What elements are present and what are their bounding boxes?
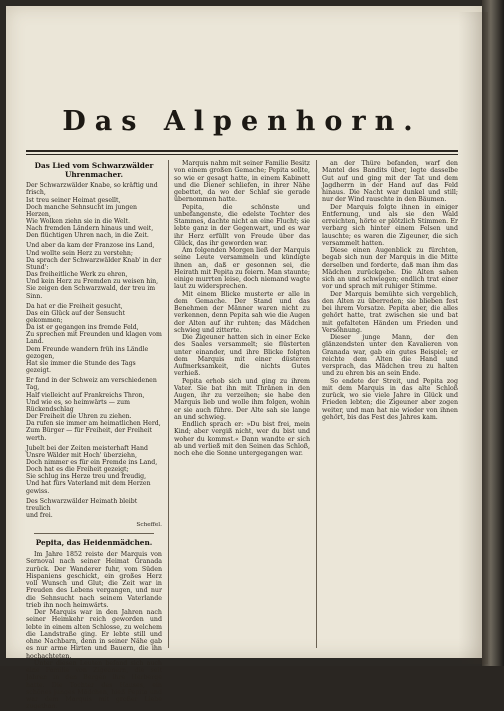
poem-line: Doch hat es die Freiheit gezeigt; bbox=[26, 466, 129, 474]
section-separator bbox=[34, 533, 154, 534]
paragraph: Mit einem Blicke musterte er alle in dem Gemache. Der Stand und das Benehmen der Männer waren nicht zu verkennen, denn Pepita sah wie die Augen der Alten auf ihr ruhten; das Mädchen schwieg und zitterte. bbox=[174, 290, 310, 334]
masthead-rule-thin bbox=[26, 154, 458, 155]
poem bbox=[26, 182, 162, 519]
poem-stanza bbox=[26, 445, 162, 495]
poem-line: Er fand in der Schweiz am verschiedenen Tag, bbox=[26, 377, 157, 392]
poem-line: Der Freiheit die Uhren zu ziehen. bbox=[26, 413, 132, 421]
paragraph: Pepita erhob sich und ging zu ihrem Vater. Sie bat ihn mit Thränen in den Augen, ihr zu verzeihen; sie habe den Marquis lieb und wolle ihm folgen, wohin er sie auch führe. Der Alte sah sie lange an und schwieg. bbox=[174, 377, 310, 421]
poem-line: Hat sie immer die Stunde des Tags gezeigt. bbox=[26, 359, 136, 375]
poem-attribution: Scheffel. bbox=[136, 522, 162, 529]
paragraph: Der Marquis bemühte sich vergeblich, den Alten zu überreden; sie blieben fest bei ihrem Vorsatze. Pepita aber, die alles gehört hatte, trat zwischen sie und bat mit gefalteten Händen um Frieden und Versöhnung. bbox=[322, 290, 458, 334]
poem-stanza bbox=[26, 498, 162, 519]
column-divider bbox=[316, 160, 317, 648]
paragraph: Endlich sprach er: »Du bist frei, mein Kind; aber vergiß nicht, wer du bist und woher du kommst.« Dann wandte er sich ab und verließ mit den Seinen das Schloß, noch ehe die Sonne untergegangen war. bbox=[174, 421, 310, 457]
poem-line: Da hat er die Freiheit gesucht, bbox=[26, 302, 123, 310]
column-3-text bbox=[322, 160, 458, 421]
story-text bbox=[26, 551, 162, 711]
newspaper-page bbox=[6, 6, 482, 711]
poem-line: Da rufen sie immer am heimatlichen Herd, bbox=[26, 420, 161, 428]
column-divider bbox=[168, 160, 169, 648]
poem-stanza bbox=[26, 303, 162, 375]
column-3 bbox=[322, 160, 458, 648]
paragraph: an der Thüre befanden, warf den Mantel des Bandits über, legte dasselbe Gut auf und ging mit der Tat und dem Jagdherrn in der Hand auf das Feld hinaus. Die Nacht war dunkel und still; nur der Wind rauschte in den Bäumen. bbox=[322, 160, 458, 204]
masthead-rule bbox=[26, 150, 458, 152]
column-2 bbox=[174, 160, 310, 648]
poem-line: Und wollte sein Herz zu verstehn; bbox=[26, 249, 133, 257]
poem-line: Half vielleicht auf Frankreichs Thron, bbox=[26, 391, 145, 399]
column-1 bbox=[26, 160, 162, 711]
paragraph: Diese einen Augenblick zu fürchten, begab sich nun der Marquis in die Mitte derselben und forderte, daß man ihm das Mädchen zurückgebe. Die Alten sahen sich an und schwiegen; endlich trat einer vor und sprach mit ruhiger Stimme. bbox=[322, 247, 458, 291]
poem-line: Und aber da kam der Franzose ins Land, bbox=[26, 242, 155, 250]
poem-line: Und hat fürs Vaterland mit dem Herzen gewiss. bbox=[26, 480, 151, 495]
paragraph: Marquis nahm mit seiner Familie Besitz von einem großen Gemache; Pepita sollte, so wie er gesagt hatte, in einem Kabinett und die Diener schliefen, in ihrer Nähe gebettet, da wo der Schlaf sie gerade übernommen hatte. bbox=[174, 160, 310, 204]
masthead: Das Alpenhorn. bbox=[62, 106, 422, 137]
paragraph: Unter diesen Leuten befand sich auch eine Familie von Zigeunern, die seit Jahren in den Bergen ihre Herberge hatte. Die Tochter des Hauses, ein schönes junges Mädchen, hieß Pepita und war dem Marquis mit großer Liebe zugethan. bbox=[26, 659, 162, 711]
poem-stanza bbox=[26, 242, 162, 299]
page-shadow bbox=[458, 12, 488, 664]
paragraph: Der Marquis folgte ihnen in einiger Entfernung, und als sie den Wald erreichten, hörte er plötzlich Stimmen. Er verbarg sich hinter einem Felsen und lauschte; es waren die Zigeuner, die sich versammelt hatten. bbox=[322, 203, 458, 247]
poem-line: Und wie es, so heimwärts — zum Rückendschlag bbox=[26, 398, 131, 413]
story-title: Pepita, das Heidenmädchen. bbox=[35, 538, 153, 548]
poem-line: und frei. bbox=[26, 512, 53, 520]
poem-title: Das Lied vom Schwarzwälder Uhrenmacher. bbox=[34, 161, 154, 179]
paragraph: Im Jahre 1852 reiste der Marquis von Sernoval nach seiner Heimat Granada zurück. Der Wanderer fuhr, vom Süden Hispaniens geschickt, ein großes Herz voll Wunsch und Glut; die Zeit war in Freuden des Lebens vergangen, und nur die Sehnsucht nach seinem Vaterlande trieb ihn noch heimwärts. bbox=[26, 551, 162, 609]
poem-stanza bbox=[26, 377, 162, 441]
poem-line: Des Schwarzwälder Heimath bleibt treulich bbox=[26, 497, 138, 512]
paragraph: Pepita, die schönste und unbefangenste, die edelste Tochter des Stammes, dachte nicht an eine Flucht; sie lebte ganz in der Gegenwart, und es war ihr Herz erfüllt von Freude über das Glück, das ihr geworden war. bbox=[174, 203, 310, 247]
poem-line: Da sprach der Schwarzwälder Knab' in der bbox=[26, 256, 162, 264]
poem-line: Das freiheitliche Werk zu ehren, bbox=[26, 271, 128, 279]
paragraph: Am folgenden Morgen ließ der Marquis seine Leute versammeln und kündigte ihnen an, daß er gesonnen sei, die Heirath mit Pepita zu feiern. Man staunte; einige murrten leise, doch niemand wagte laut zu widersprechen. bbox=[174, 247, 310, 291]
paragraph: Der Marquis war in den Jahren nach seiner Heimkehr reich geworden und lebte in einem alten Schlosse, zu welchem die Landstraße ging. Er lebte still und ohne Nachbarn, denn in seiner Nähe gab es nur arme Hirten und Bauern, die ihn hochachteten. bbox=[26, 609, 162, 660]
poem-line: Wie Wolken ziehn sie in die Welt. bbox=[26, 217, 130, 225]
poem-line: Zum Bürger — für Freiheit, der Freiheit werth. bbox=[26, 427, 152, 442]
poem-line: Jubelt bei der Zeiten meisterhaft Hand bbox=[26, 444, 148, 452]
poem-stanza bbox=[26, 182, 162, 239]
column-2-text bbox=[174, 160, 310, 457]
paragraph: So endete der Streit, und Pepita zog mit dem Marquis in das alte Schloß zurück, wo sie viele Jahre in Glück und Frieden lebten; die Zigeuner aber zogen weiter, und man hat nie wieder von ihnen gehört, bis das Fest des Jahres kam. bbox=[322, 377, 458, 421]
paragraph: Dieser junge Mann, der den glänzendsten unter den Kavalieren von Granada war, gab ein gutes Beispiel; er reichte dem Alten die Hand und versprach, das Mädchen treu zu halten und zu ehren bis an sein Ende. bbox=[322, 334, 458, 378]
poem-line: Der Schwarzwälder Knabe, so kräftig und frisch, bbox=[26, 182, 158, 197]
poem-line: Stund': bbox=[26, 263, 49, 271]
poem-line: Sie zeigen den Schwarzwald, der treu im Sinn. bbox=[26, 285, 156, 300]
poem-line: Zu sprechen mit Freunden und klagen vom Land. bbox=[26, 331, 162, 346]
poem-line: Sie schlug ins Herze treu und freudig, bbox=[26, 473, 147, 481]
poem-line: Ist treu seiner Heimat gesellt, bbox=[26, 196, 121, 204]
poem-line: Den flüchtigen Uhren nach, in die Zeit. bbox=[26, 232, 149, 240]
paragraph: Die Zigeuner hatten sich in einer Ecke des Saales versammelt; sie flüsterten unter einander, und ihre Blicke folgten dem Marquis mit einer düsteren Aufmerksamkeit, die nichts Gutes verhieß. bbox=[174, 334, 310, 378]
poem-line: Unsre Wälder mit Hoch' überziehn, bbox=[26, 451, 137, 459]
poem-line: Doch manche Sehnsucht im jungen Herzen, bbox=[26, 203, 137, 218]
poem-line: Nach fremden Ländern hinaus und weit, bbox=[26, 225, 154, 233]
poem-line: Das ein Glück auf der Sensucht gekommen; bbox=[26, 309, 125, 324]
poem-line: Und kein Herz zu Fremden zu weisen hin, bbox=[26, 278, 159, 286]
poem-line: Da ist er gegangen ins fremde Feld, bbox=[26, 324, 139, 332]
poem-line: Doch nimmer es für ein Fremde ins Land, bbox=[26, 458, 158, 466]
poem-line: Dem Freunde wandern früh ins Ländle gezogen, bbox=[26, 345, 149, 360]
